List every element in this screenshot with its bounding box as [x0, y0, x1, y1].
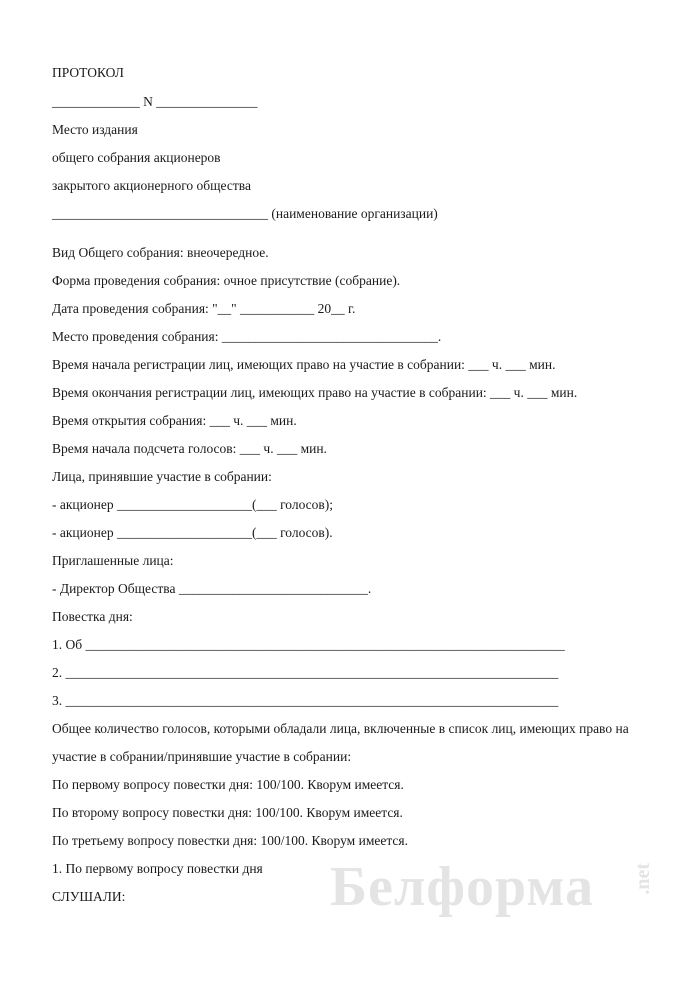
agenda-heading: Повестка дня: [52, 609, 133, 624]
doc-line: Место издания [52, 122, 138, 137]
doc-line: Время окончания регистрации лиц, имеющих право на участие в собрании: ___ ч. ___ мин. [52, 385, 578, 400]
organization-name-line: ________________________________ (наименование организации) [52, 206, 438, 221]
protocol-number-line: _____________ N _______________ [52, 94, 258, 109]
doc-line: Время открытия собрания: ___ ч. ___ мин. [52, 413, 297, 428]
doc-line: Время начала подсчета голосов: ___ ч. ___ мин. [52, 441, 327, 456]
shareholder-line: - акционер ____________________(___ голосов). [52, 525, 333, 540]
agenda-item: 1. Об _______________________________________________________________________ [52, 637, 565, 652]
doc-line: Место проведения собрания: ________________________________. [52, 329, 442, 344]
doc-line: Форма проведения собрания: очное присутствие (собрание). [52, 273, 401, 288]
doc-line: 1. По первому вопросу повестки дня [52, 861, 263, 876]
doc-line: Вид Общего собрания: внеочередное. [52, 245, 269, 260]
doc-line: участие в собрании/принявшие участие в собрании: [52, 749, 352, 764]
doc-line: Приглашенные лица: [52, 553, 174, 568]
heard-heading: СЛУШАЛИ: [52, 889, 126, 904]
doc-line: закрытого акционерного общества [52, 178, 251, 193]
doc-line: Общее количество голосов, которыми обладали лица, включенные в список лиц, имеющих право на [52, 721, 629, 736]
agenda-item: 3. _________________________________________________________________________ [52, 693, 559, 708]
quorum-line: По первому вопросу повестки дня: 100/100. Кворум имеется. [52, 777, 404, 792]
doc-title: ПРОТОКОЛ [52, 65, 124, 80]
doc-line: общего собрания акционеров [52, 150, 221, 165]
watermark-text: Белформа [330, 856, 595, 918]
shareholder-line: - акционер ____________________(___ голосов); [52, 497, 334, 512]
doc-line: - Директор Общества ____________________________. [52, 581, 372, 596]
doc-line: Время начала регистрации лиц, имеющих право на участие в собрании: ___ ч. ___ мин. [52, 357, 556, 372]
agenda-item: 2. _________________________________________________________________________ [52, 665, 559, 680]
belforma-watermark [330, 855, 654, 935]
doc-line: Дата проведения собрания: "__" ___________ 20__ г. [52, 301, 356, 316]
quorum-line: По второму вопросу повестки дня: 100/100. Кворум имеется. [52, 805, 403, 820]
doc-line: Лица, принявшие участие в собрании: [52, 469, 272, 484]
quorum-line: По третьему вопросу повестки дня: 100/100. Кворум имеется. [52, 833, 408, 848]
watermark-suffix: .net [632, 863, 654, 895]
